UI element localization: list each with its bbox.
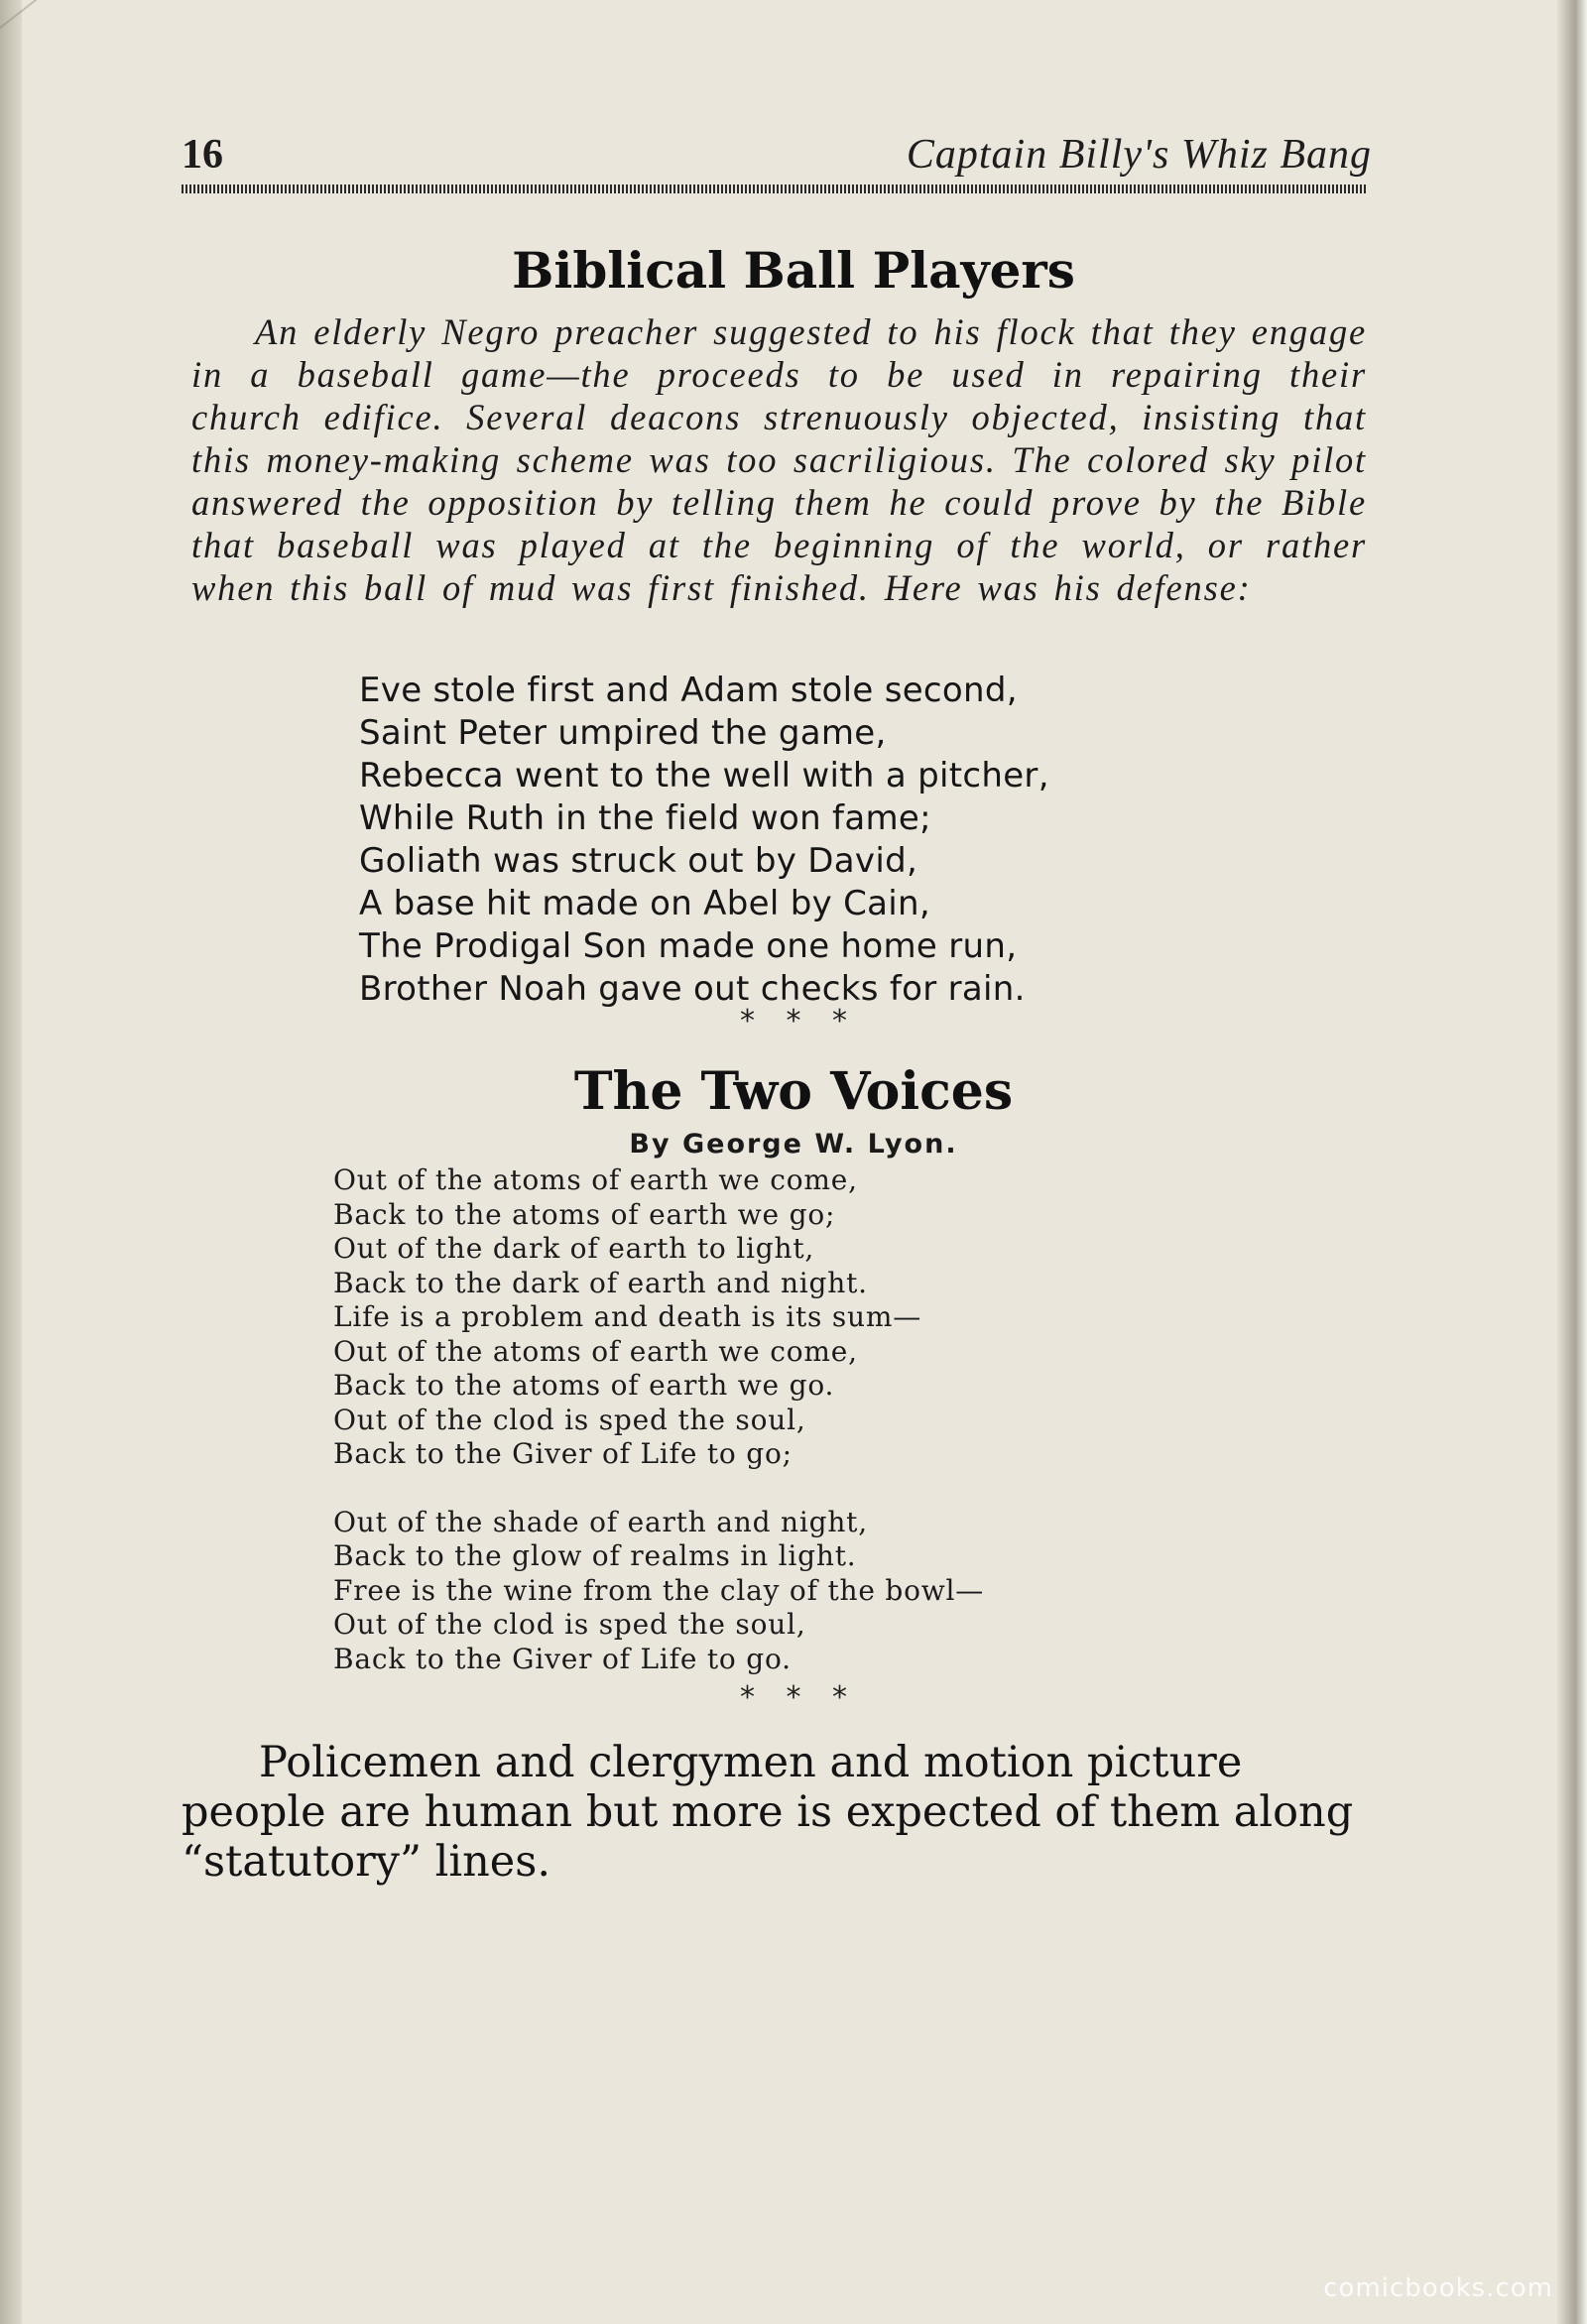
two-voices-poem [333,1163,984,1676]
poem-line: Out of the shade of earth and night, [333,1505,868,1538]
poem-line: Back to the Giver of Life to go; [333,1437,793,1470]
section-separator: * * * [739,1680,848,1715]
poem-line: Back to the atoms of earth we go. [333,1369,835,1402]
poem-line: Out of the dark of earth to light, [333,1232,815,1265]
section-separator: * * * [739,1004,848,1039]
poem-line: Brother Noah gave out checks for rain. [359,969,1026,1009]
ball-players-poem [359,670,1049,1011]
poem-line: Out of the atoms of earth we come, [333,1334,858,1368]
poem-line: Goliath was struck out by David, [359,841,918,881]
article-title-biblical-ball-players: Biblical Ball Players [512,241,1075,300]
poem-line: Free is the wine from the clay of the bowl— [333,1573,985,1607]
page-edge [1557,0,1587,2324]
poem-line: Rebecca went to the well with a pitcher, [359,756,1049,795]
poem-line: Out of the clod is sped the soul, [333,1608,806,1641]
closing-paragraph: Policemen and clergymen and motion picture people are human but more is expected of them along “statutory” lines. [182,1738,1354,1887]
watermark: comicbooks.com [1323,2273,1553,2303]
poem-line: Back to the Giver of Life to go. [333,1642,792,1675]
poem-line: Eve stole first and Adam stole second, [359,671,1018,710]
article-intro: An elderly Negro preacher suggested to his flock that they engage in a baseball game—the proceeds to be used in repairing their church edifice. Several deacons strenuously objected, insisting that this money-making scheme was too sacriligious. The colored sky pilot answered the opposition by telling them he could prove by the Bible that baseball was played at the beginning of the world, or rather when this ball of mud was first finished. Here was his defense: [191,311,1367,608]
poem-line: Back to the atoms of earth we go; [333,1197,836,1231]
poem-line: Life is a problem and death is its sum— [333,1300,922,1333]
poem-line: Back to the dark of earth and night. [333,1266,868,1299]
stanza-gap [333,1472,984,1506]
byline: By George W. Lyon. [629,1129,958,1160]
poem-line: While Ruth in the field won fame; [359,798,931,838]
article-title-two-voices: The Two Voices [573,1061,1014,1122]
poem-line: The Prodigal Son made one home run, [359,926,1018,966]
header-rule [182,184,1367,193]
magazine-title: Captain Billy's Whiz Bang [906,132,1372,178]
page-number: 16 [182,132,223,178]
poem-line: A base hit made on Abel by Cain, [359,884,930,923]
poem-line: Out of the clod is sped the soul, [333,1403,806,1436]
poem-line: Back to the glow of realms in light. [333,1539,857,1572]
spine-shadow [0,0,22,2324]
running-head [182,131,1372,190]
poem-line: Saint Peter umpired the game, [359,713,887,753]
poem-line: Out of the atoms of earth we come, [333,1163,858,1196]
